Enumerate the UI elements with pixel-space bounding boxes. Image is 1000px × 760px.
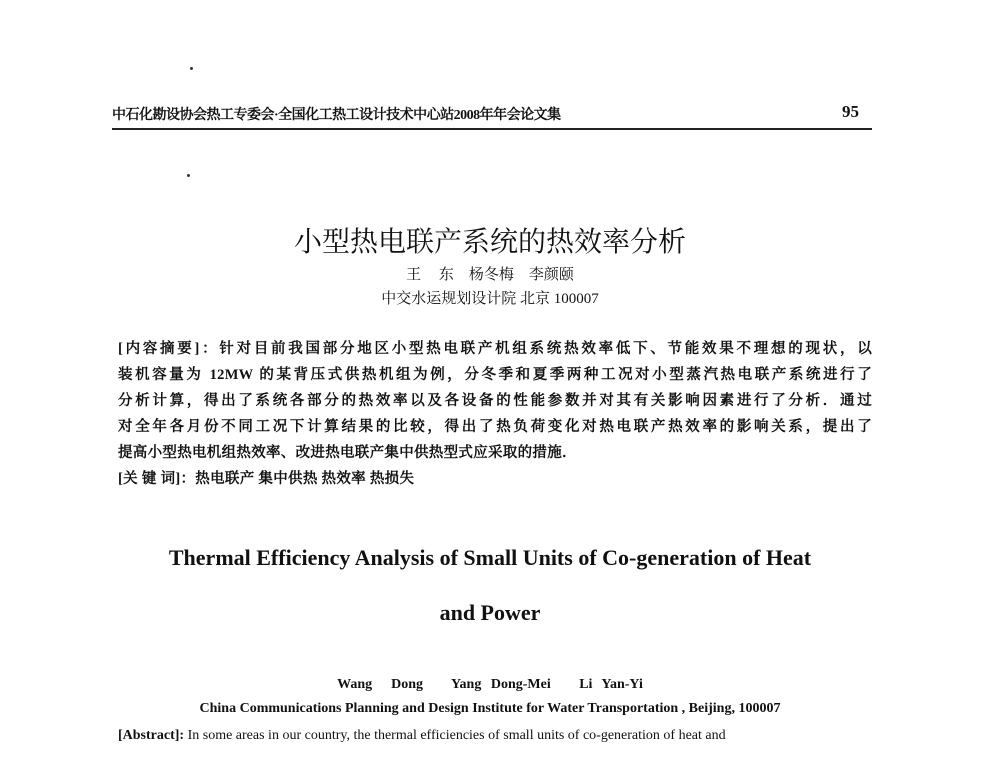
authors-en: Wang Dong Yang Dong-Mei Li Yan-Yi — [337, 677, 643, 692]
abstract-zh-line: 分析计算，得出了系统各部分的热效率以及各设备的性能参数并对其有关影响因素进行了分析．通过 — [118, 393, 872, 409]
paper-title-en-cont: and Power — [439, 600, 541, 625]
scan-speck — [190, 67, 193, 70]
abstract-zh-line: 装机容量为 12MW 的某背压式供热机组为例，分冬季和夏季两种工况对小型蒸汽热电联产系统进行了 — [118, 367, 872, 383]
abstract-en-text: In some areas in our country, the thermal efficiencies of small units of co-generation of heat and — [187, 728, 726, 743]
abstract-en — [118, 728, 726, 744]
header-rule — [112, 128, 872, 130]
abstract-zh — [118, 336, 872, 492]
running-header: 中石化勘设协会热工专委会·全国化工热工设计技术中心站2008年年会论文集 — [112, 108, 561, 123]
page-number: 95 — [842, 102, 859, 121]
affiliation-en: China Communications Planning and Design Institute for Water Transportation , Beijing, 100007 — [199, 701, 781, 716]
keywords-zh: [关 键 词]：热电联产 集中供热 热效率 热损失 — [118, 471, 415, 487]
paper-title-en: Thermal Efficiency Analysis of Small Units of Co-generation of Heat — [168, 545, 812, 570]
paper-title-zh: 小型热电联产系统的热效率分析 — [293, 227, 686, 258]
abstract-en-label: [Abstract]: — [118, 728, 185, 743]
abstract-zh-line: 对全年各月份不同工况下计算结果的比较，得出了热负荷变化对热电联产热效率的影响关系，提出了 — [118, 419, 872, 435]
scan-speck — [187, 174, 190, 177]
authors-zh: 王 东 杨冬梅 李颜颐 — [406, 267, 574, 283]
abstract-zh-line: 提高小型热电机组热效率、改进热电联产集中供热型式应采取的措施． — [118, 445, 577, 461]
affiliation-zh: 中交水运规划设计院 北京 100007 — [381, 291, 599, 307]
abstract-zh-line: [内容摘要]：针对目前我国部分地区小型热电联产机组系统热效率低下、节能效果不理想的现状，以 — [118, 341, 872, 357]
